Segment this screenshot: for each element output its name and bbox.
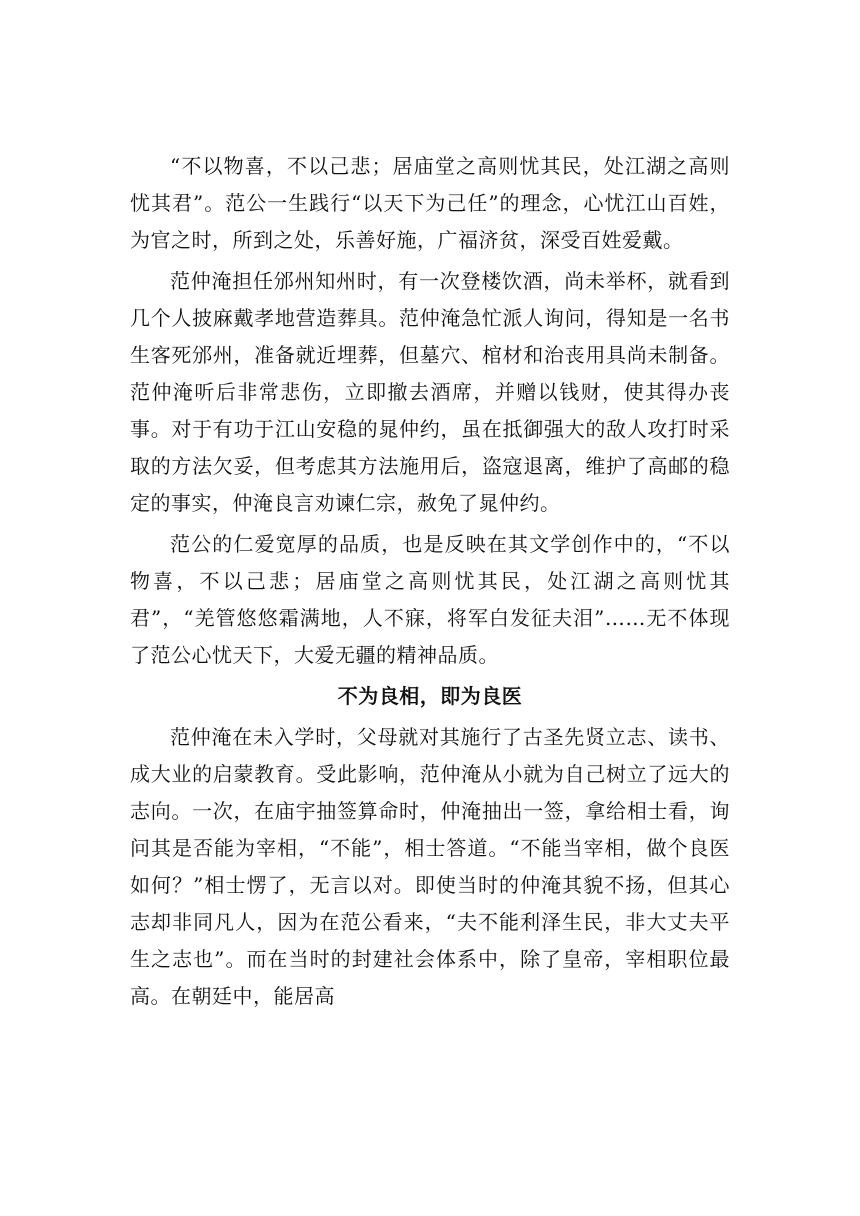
paragraph: 范仲淹担任邠州知州时，有一次登楼饮酒，尚未举杯，就看到几个人披麻戴孝地营造葬具。范仲淹急忙派人询问，得知是一名书生客死邠州，准备就近埋葬，但墓穴、棺材和治丧用具尚未制备。范仲淹听后非常悲伤，立即撤去酒席，并赠以钱财，使其得办丧事。对于有功于江山安稳的晁仲约，虽在抵御强大的敌人攻打时采取的方法欠妥，但考虑其方法施用后，盗寇退离，维护了高邮的稳定的事实，仲淹良言劝谏仁宗，赦免了晁仲约。 (130, 269, 730, 515)
section-heading: 不为良相，即为良医 (337, 684, 523, 708)
paragraph: 范公的仁爱宽厚的品质，也是反映在其文学创作中的，“不以物喜，不以己悲；居庙堂之高则忧其民，处江湖之高则忧其君”，“羌管悠悠霜满地，人不寐，将军白发征夫泪”……无不体现了范公心忧天下，大爱无疆的精神品质。 (130, 532, 730, 667)
paragraph: “不以物喜，不以己悲；居庙堂之高则忧其民，处江湖之高则忧其君”。范公一生践行“以天下为己任”的理念，心忧江山百姓，为官之时，所到之处，乐善好施，广福济贫，深受百姓爱戴。 (130, 154, 730, 252)
document-page (130, 148, 730, 1019)
paragraph: 范仲淹在未入学时，父母就对其施行了古圣先贤立志、读书、成大业的启蒙教育。受此影响，范仲淹从小就为自己树立了远大的志向。一次，在庙宇抽签算命时，仲淹抽出一签，拿给相士看，询问其是否能为宰相，“不能”，相士答道。“不能当宰相，做个良医如何？”相士愣了，无言以对。即使当时的仲淹其貌不扬，但其心志却非同凡人，因为在范公看来，“夫不能利泽生民，非大丈夫平生之志也”。而在当时的封建社会体系中，除了皇帝，宰相职位最高。在朝廷中，能居高 (130, 725, 730, 1008)
